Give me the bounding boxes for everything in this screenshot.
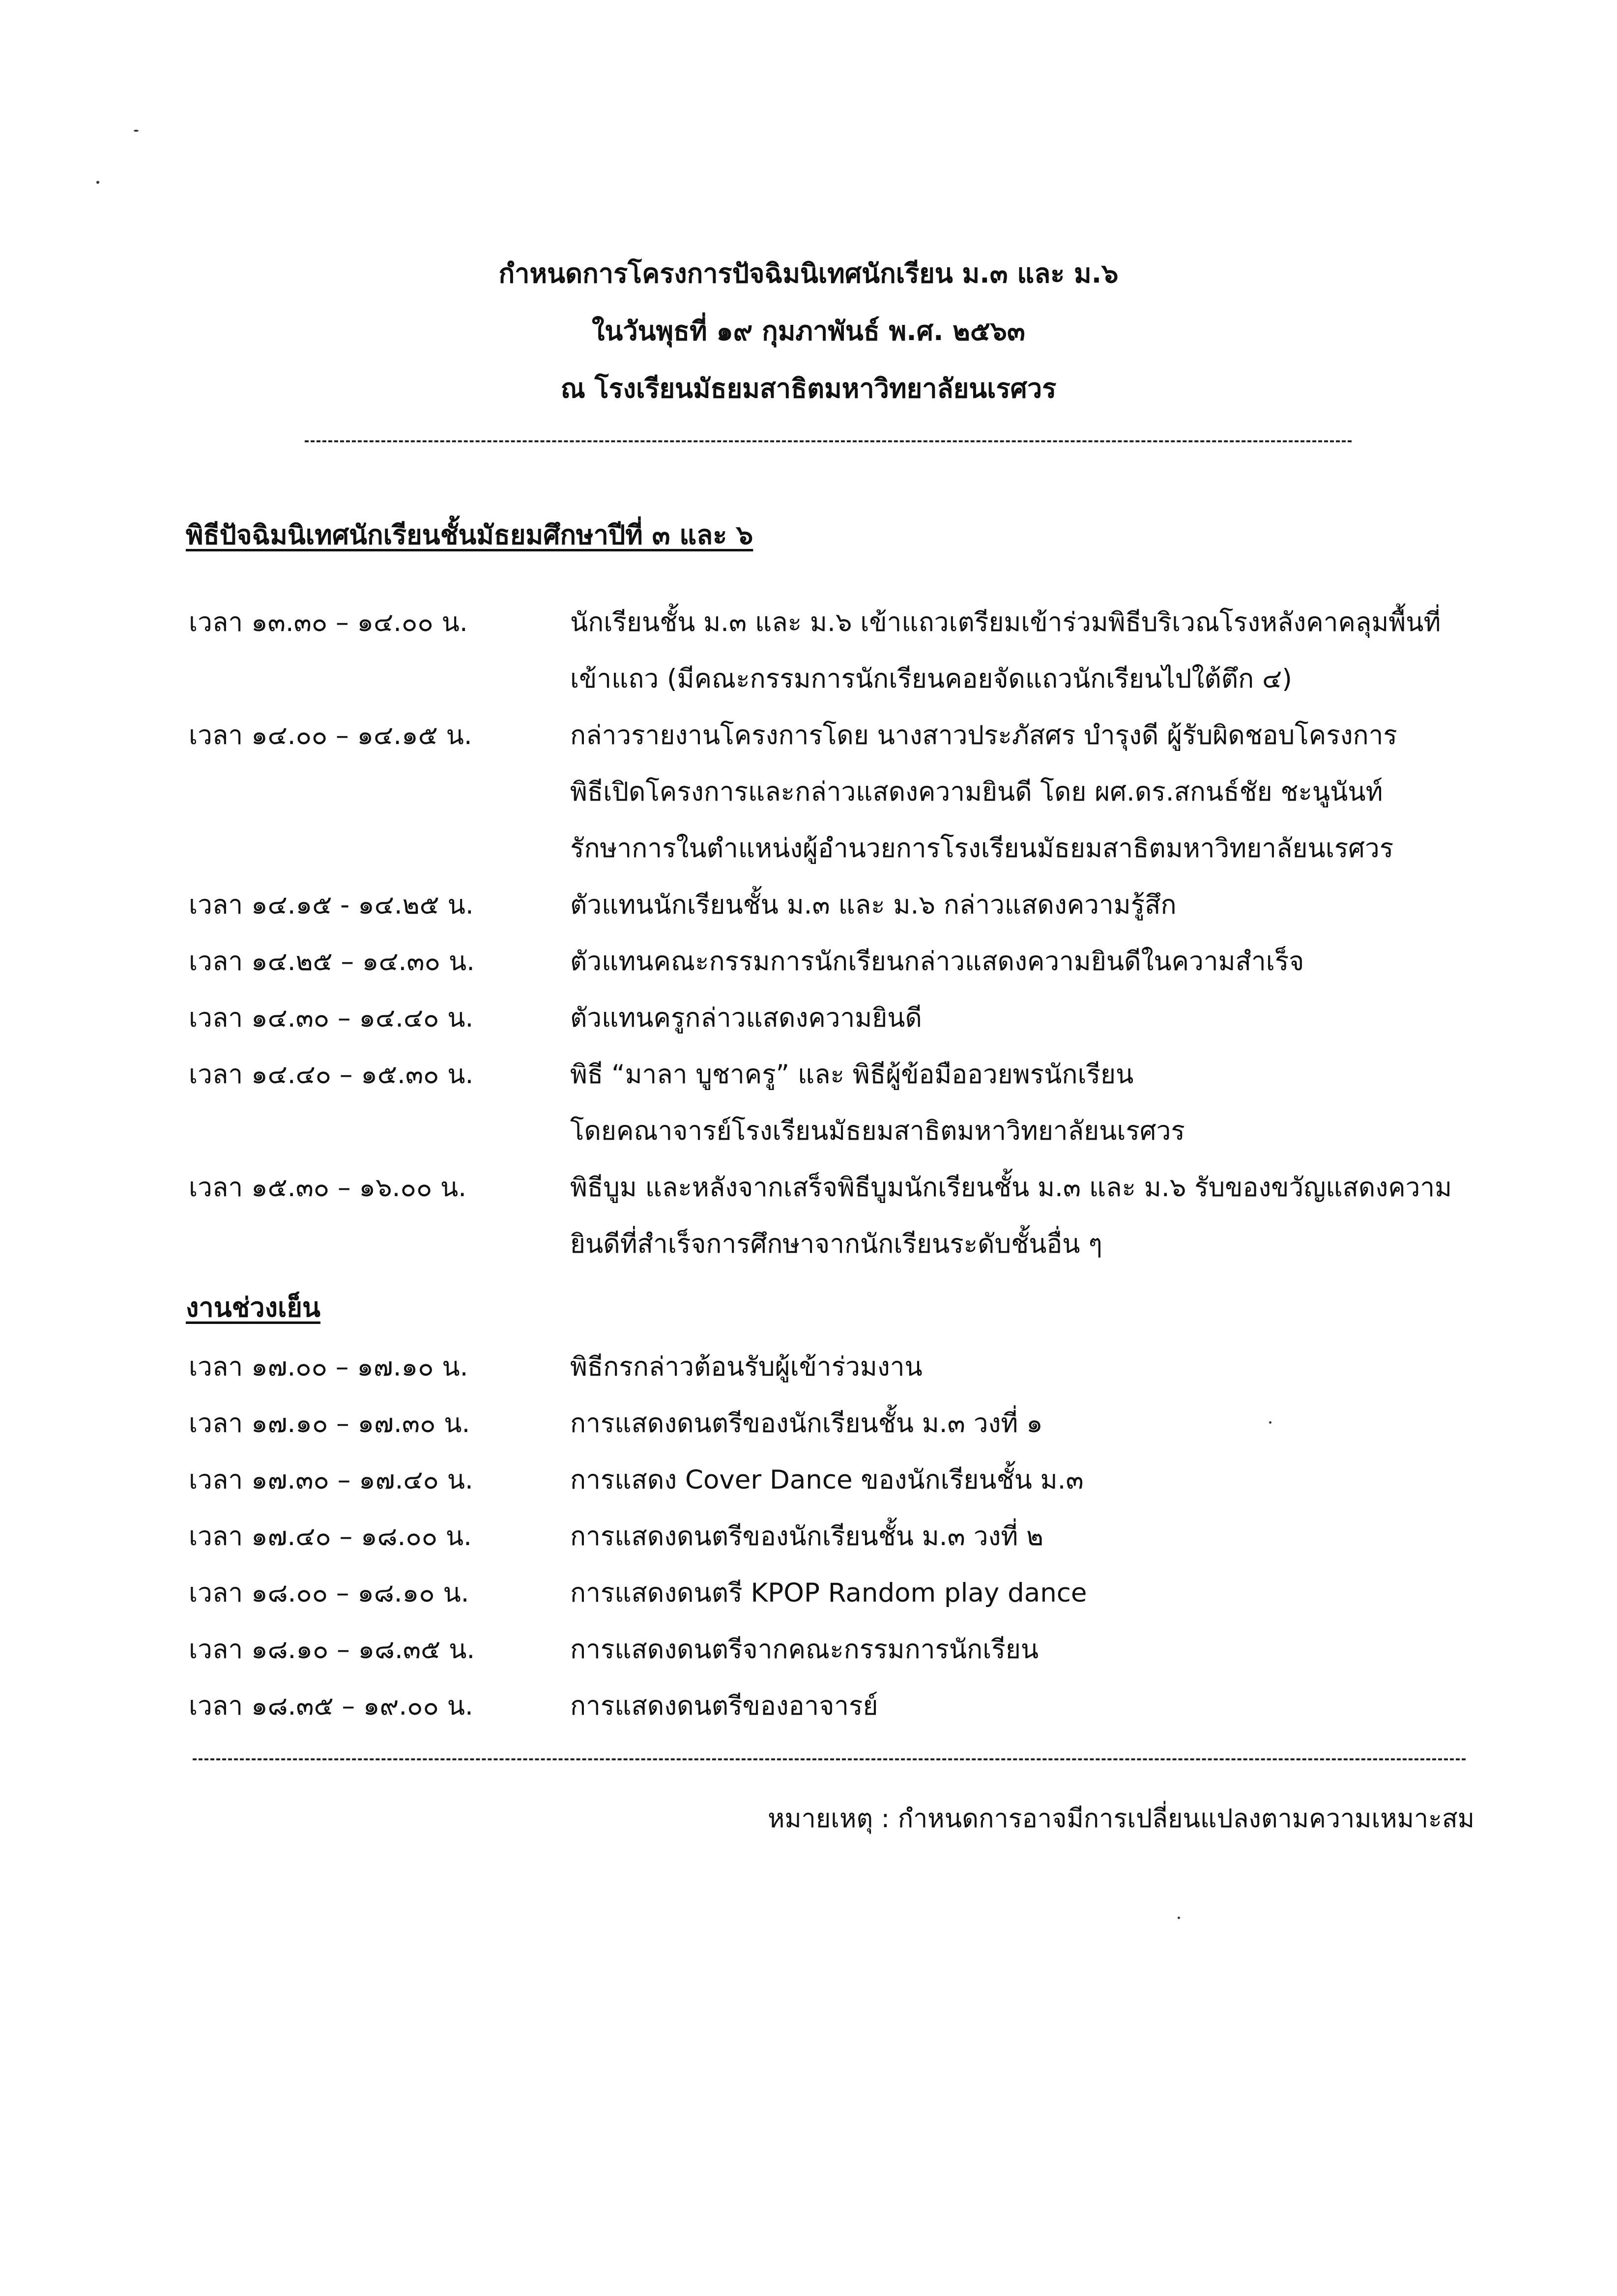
schedule-time: เวลา ๑๔.๒๕ – ๑๔.๓๐ น. xyxy=(189,947,475,976)
schedule-time: เวลา ๑๔.๔๐ – ๑๕.๓๐ น. xyxy=(189,1060,474,1090)
schedule-description-line: ตัวแทนคณะกรรมการนักเรียนกล่าวแสดงความยินดีในความสำเร็จ xyxy=(570,947,1304,976)
schedule-description xyxy=(570,1354,1553,1410)
schedule-description-line: การแสดงดนตรีของอาจารย์ xyxy=(570,1691,878,1721)
schedule-description-line: กล่าวรายงานโครงการโดย นางสาวประภัสศร บำรุงดี ผู้รับผิดชอบโครงการ xyxy=(570,720,1397,750)
section-ceremony-title: พิธีปัจฉิมนิเทศนักเรียนชั้นมัธยมศึกษาปีที่ ๓ และ ๖ xyxy=(186,519,753,550)
divider-bottom xyxy=(193,1758,1466,1760)
schedule-description xyxy=(570,609,1553,722)
scan-speck xyxy=(1178,1917,1180,1919)
schedule-description-line: พิธี “มาลา บูชาครู” และ พิธีผู้ข้อมืออวยพรนักเรียน xyxy=(570,1060,1134,1090)
schedule-time: เวลา ๑๘.๐๐ – ๑๘.๑๐ น. xyxy=(189,1578,469,1608)
schedule-description-line: การแสดงดนตรีของนักเรียนชั้น ม.๓ วงที่ ๑ xyxy=(570,1408,1043,1438)
schedule-description-line: การแสดงดนตรีของนักเรียนชั้น ม.๓ วงที่ ๒ xyxy=(570,1521,1044,1551)
schedule-description xyxy=(570,722,1553,892)
schedule-time: เวลา ๑๘.๓๕ – ๑๙.๐๐ น. xyxy=(189,1691,473,1721)
schedule-time: เวลา ๑๔.๓๐ – ๑๔.๔๐ น. xyxy=(189,1003,474,1033)
schedule-description-line: ตัวแทนครูกล่าวแสดงความยินดี xyxy=(570,1003,922,1033)
schedule-time: เวลา ๑๕.๓๐ – ๑๖.๐๐ น. xyxy=(189,1173,467,1203)
schedule-description-line: ยินดีที่สำเร็จการศึกษาจากนักเรียนระดับชั้นอื่น ๆ xyxy=(570,1229,1102,1259)
schedule-description xyxy=(570,1467,1553,1523)
schedule-description xyxy=(570,1693,1553,1750)
schedule-description-line: พิธีบูม และหลังจากเสร็จพิธีบูมนักเรียนชั้น ม.๓ และ ม.๖ รับของขวัญแสดงความ xyxy=(570,1173,1452,1203)
schedule-time: เวลา ๑๔.๐๐ – ๑๔.๑๕ น. xyxy=(189,720,472,750)
footnote: หมายเหตุ : กำหนดการอาจมีการเปลี่ยนแปลงตามความเหมาะสม xyxy=(768,1804,1474,1834)
schedule-description xyxy=(570,1175,1553,1288)
schedule-description xyxy=(570,1062,1553,1175)
schedule-description-line: พิธีเปิดโครงการและกล่าวแสดงความยินดี โดย ผศ.ดร.สกนธ์ชัย ชะนูนันท์ xyxy=(570,777,1383,807)
schedule-time: เวลา ๑๗.๑๐ – ๑๗.๓๐ น. xyxy=(189,1408,470,1438)
schedule-description xyxy=(570,1580,1553,1636)
schedule-description xyxy=(570,1410,1553,1467)
schedule-description-line: เข้าแถว (มีคณะกรรมการนักเรียนคอยจัดแถวนักเรียนไปใต้ตึก ๔) xyxy=(570,664,1292,694)
schedule-time: เวลา ๑๘.๑๐ – ๑๘.๓๕ น. xyxy=(189,1635,475,1665)
schedule-time: เวลา ๑๗.๓๐ – ๑๗.๔๐ น. xyxy=(189,1465,473,1495)
scan-speck xyxy=(134,130,139,132)
schedule-description-line: การแสดง Cover Dance ของนักเรียนชั้น ม.๓ xyxy=(570,1465,1084,1495)
schedule-description xyxy=(570,1636,1553,1693)
schedule-time: เวลา ๑๗.๐๐ – ๑๗.๑๐ น. xyxy=(189,1352,468,1382)
schedule-description xyxy=(570,1523,1553,1580)
schedule-time: เวลา ๑๓.๓๐ – ๑๔.๐๐ น. xyxy=(189,607,468,637)
schedule-time: เวลา ๑๗.๔๐ – ๑๘.๐๐ น. xyxy=(189,1521,472,1551)
schedule-description-line: การแสดงดนตรีจากคณะกรรมการนักเรียน xyxy=(570,1635,1039,1665)
header-date: ในวันพุธที่ ๑๙ กุมภาพันธ์ พ.ศ. ๒๕๖๓ xyxy=(592,316,1025,346)
scan-speck xyxy=(1269,1421,1271,1424)
divider-top xyxy=(305,440,1352,442)
schedule-description-line: พิธีกรกล่าวต้อนรับผู้เข้าร่วมงาน xyxy=(570,1352,923,1382)
schedule-description-line: การแสดงดนตรี KPOP Random play dance xyxy=(570,1578,1087,1608)
schedule-time: เวลา ๑๔.๑๕ - ๑๔.๒๕ น. xyxy=(189,890,474,920)
header-title: กำหนดการโครงการปัจฉิมนิเทศนักเรียน ม.๓ และ ม.๖ xyxy=(498,258,1119,289)
schedule-description-line: โดยคณาจารย์โรงเรียนมัธยมสาธิตมหาวิทยาลัยนเรศวร xyxy=(570,1116,1185,1146)
schedule-description xyxy=(570,948,1553,1005)
schedule-description-line: นักเรียนชั้น ม.๓ และ ม.๖ เข้าแถวเตรียมเข้าร่วมพิธีบริเวณโรงหลังคาคลุมพื้นที่ xyxy=(570,607,1441,637)
scan-speck xyxy=(96,181,99,184)
header-venue: ณ โรงเรียนมัธยมสาธิตมหาวิทยาลัยนเรศวร xyxy=(560,373,1057,404)
schedule-description xyxy=(570,1005,1553,1062)
schedule-description-line: ตัวแทนนักเรียนชั้น ม.๓ และ ม.๖ กล่าวแสดงความรู้สึก xyxy=(570,890,1177,920)
schedule-description xyxy=(570,892,1553,948)
section-evening-title: งานช่วงเย็น xyxy=(186,1292,320,1323)
schedule-description-line: รักษาการในตำแหน่งผู้อำนวยการโรงเรียนมัธยมสาธิตมหาวิทยาลัยนเรศวร xyxy=(570,833,1394,863)
